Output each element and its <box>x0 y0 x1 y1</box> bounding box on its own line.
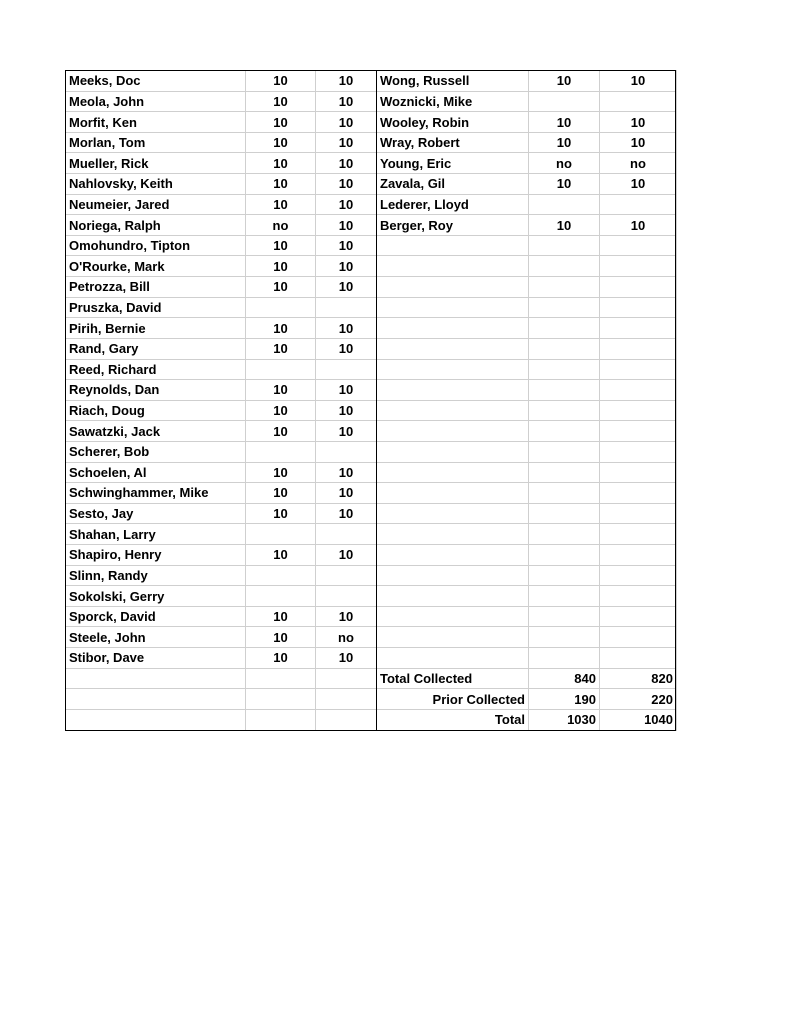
left-value-2-cell: 10 <box>316 606 377 627</box>
left-value-2-cell: 10 <box>316 421 377 442</box>
left-value-2-cell: 10 <box>316 215 377 236</box>
right-name-cell: Wong, Russell <box>377 71 529 92</box>
left-value-1-cell: 10 <box>246 153 316 174</box>
left-name-cell: Morfit, Ken <box>66 112 246 133</box>
right-value-1-cell <box>529 194 600 215</box>
left-value-1-cell: 10 <box>246 132 316 153</box>
table-row <box>66 462 677 483</box>
right-value-2-cell <box>600 194 677 215</box>
collection-table <box>65 70 677 731</box>
left-value-2-cell: 10 <box>316 256 377 277</box>
empty-cell <box>377 606 529 627</box>
table-row <box>66 441 677 462</box>
left-name-cell: Omohundro, Tipton <box>66 235 246 256</box>
total-value-1: 1030 <box>529 709 600 730</box>
left-value-1-cell <box>246 709 316 730</box>
left-value-1-cell: 10 <box>246 421 316 442</box>
right-value-2-cell: 10 <box>600 174 677 195</box>
empty-cell <box>600 462 677 483</box>
empty-cell <box>600 503 677 524</box>
right-value-1-cell: 10 <box>529 132 600 153</box>
right-value-2-cell: 10 <box>600 71 677 92</box>
right-value-2-cell: 10 <box>600 132 677 153</box>
left-name-cell: Scherer, Bob <box>66 441 246 462</box>
left-value-1-cell: 10 <box>246 174 316 195</box>
table-row <box>66 503 677 524</box>
empty-cell <box>600 483 677 504</box>
left-value-2-cell: 10 <box>316 132 377 153</box>
right-value-2-cell: 10 <box>600 112 677 133</box>
empty-cell <box>600 586 677 607</box>
left-value-2-cell: 10 <box>316 174 377 195</box>
empty-cell <box>377 277 529 298</box>
left-value-1-cell <box>246 565 316 586</box>
left-name-cell: Neumeier, Jared <box>66 194 246 215</box>
prior-collected-label: Prior Collected <box>377 689 529 710</box>
right-value-1-cell: 10 <box>529 112 600 133</box>
total-value-2: 1040 <box>600 709 677 730</box>
right-value-1-cell: 10 <box>529 71 600 92</box>
empty-cell <box>529 256 600 277</box>
right-name-cell: Young, Eric <box>377 153 529 174</box>
empty-cell <box>600 297 677 318</box>
table-row <box>66 545 677 566</box>
prior-collected-value-2: 220 <box>600 689 677 710</box>
left-name-cell: Shahan, Larry <box>66 524 246 545</box>
empty-cell <box>600 648 677 669</box>
table-row <box>66 400 677 421</box>
empty-cell <box>529 421 600 442</box>
left-value-2-cell <box>316 689 377 710</box>
left-value-2-cell: 10 <box>316 318 377 339</box>
left-value-1-cell: 10 <box>246 606 316 627</box>
left-value-1-cell: 10 <box>246 380 316 401</box>
empty-cell <box>377 421 529 442</box>
empty-cell <box>377 524 529 545</box>
table-row <box>66 586 677 607</box>
left-name-cell <box>66 689 246 710</box>
left-name-cell: Reynolds, Dan <box>66 380 246 401</box>
table-row <box>66 606 677 627</box>
empty-cell <box>600 524 677 545</box>
left-value-1-cell <box>246 441 316 462</box>
table-row <box>66 215 677 236</box>
empty-cell <box>377 400 529 421</box>
empty-cell <box>600 606 677 627</box>
empty-cell <box>600 400 677 421</box>
table-row <box>66 689 677 710</box>
empty-cell <box>600 277 677 298</box>
empty-cell <box>529 400 600 421</box>
table-row <box>66 71 677 92</box>
left-value-1-cell: 10 <box>246 71 316 92</box>
left-value-2-cell: 10 <box>316 112 377 133</box>
empty-cell <box>600 565 677 586</box>
left-name-cell: Meeks, Doc <box>66 71 246 92</box>
total-collected-value-1: 840 <box>529 668 600 689</box>
left-name-cell: Sawatzki, Jack <box>66 421 246 442</box>
empty-cell <box>600 627 677 648</box>
table-row <box>66 277 677 298</box>
table-row <box>66 565 677 586</box>
right-value-1-cell: no <box>529 153 600 174</box>
empty-cell <box>377 627 529 648</box>
left-value-2-cell: 10 <box>316 462 377 483</box>
left-name-cell: Mueller, Rick <box>66 153 246 174</box>
left-value-1-cell: 10 <box>246 462 316 483</box>
table-row <box>66 524 677 545</box>
empty-cell <box>377 483 529 504</box>
left-value-2-cell <box>316 359 377 380</box>
right-name-cell: Berger, Roy <box>377 215 529 236</box>
empty-cell <box>529 524 600 545</box>
left-value-2-cell: 10 <box>316 545 377 566</box>
left-value-1-cell: 10 <box>246 400 316 421</box>
left-name-cell: Sesto, Jay <box>66 503 246 524</box>
left-name-cell: Pirih, Bernie <box>66 318 246 339</box>
empty-cell <box>529 359 600 380</box>
left-value-2-cell <box>316 668 377 689</box>
left-value-2-cell: 10 <box>316 71 377 92</box>
left-value-1-cell: 10 <box>246 318 316 339</box>
table-row <box>66 318 677 339</box>
table-row <box>66 174 677 195</box>
left-name-cell <box>66 668 246 689</box>
empty-cell <box>377 503 529 524</box>
left-value-1-cell <box>246 586 316 607</box>
empty-cell <box>377 318 529 339</box>
right-value-2-cell: 10 <box>600 215 677 236</box>
left-value-2-cell <box>316 586 377 607</box>
empty-cell <box>529 545 600 566</box>
left-name-cell: Shapiro, Henry <box>66 545 246 566</box>
empty-cell <box>377 297 529 318</box>
table-row <box>66 338 677 359</box>
empty-cell <box>529 483 600 504</box>
left-name-cell: Sokolski, Gerry <box>66 586 246 607</box>
left-value-1-cell <box>246 524 316 545</box>
left-name-cell: Noriega, Ralph <box>66 215 246 236</box>
table-row <box>66 421 677 442</box>
table-row <box>66 648 677 669</box>
table-row <box>66 112 677 133</box>
table-row <box>66 194 677 215</box>
table-row <box>66 709 677 730</box>
empty-cell <box>529 318 600 339</box>
left-value-1-cell: 10 <box>246 545 316 566</box>
total-label: Total <box>377 709 529 730</box>
left-value-2-cell <box>316 524 377 545</box>
left-value-2-cell: 10 <box>316 380 377 401</box>
left-value-2-cell: 10 <box>316 400 377 421</box>
left-value-2-cell <box>316 441 377 462</box>
left-name-cell: O'Rourke, Mark <box>66 256 246 277</box>
empty-cell <box>377 565 529 586</box>
empty-cell <box>377 359 529 380</box>
table-row <box>66 627 677 648</box>
empty-cell <box>377 235 529 256</box>
left-name-cell: Sporck, David <box>66 606 246 627</box>
left-value-1-cell: 10 <box>246 256 316 277</box>
left-value-2-cell <box>316 709 377 730</box>
left-name-cell: Slinn, Randy <box>66 565 246 586</box>
left-value-1-cell: 10 <box>246 277 316 298</box>
left-name-cell: Stibor, Dave <box>66 648 246 669</box>
left-name-cell: Meola, John <box>66 91 246 112</box>
left-value-1-cell: 10 <box>246 338 316 359</box>
left-name-cell: Petrozza, Bill <box>66 277 246 298</box>
right-name-cell: Wooley, Robin <box>377 112 529 133</box>
empty-cell <box>377 441 529 462</box>
empty-cell <box>377 338 529 359</box>
empty-cell <box>600 256 677 277</box>
empty-cell <box>529 586 600 607</box>
empty-cell <box>529 606 600 627</box>
left-value-2-cell <box>316 565 377 586</box>
prior-collected-value-1: 190 <box>529 689 600 710</box>
empty-cell <box>600 359 677 380</box>
right-name-cell: Zavala, Gil <box>377 174 529 195</box>
empty-cell <box>600 338 677 359</box>
left-name-cell: Pruszka, David <box>66 297 246 318</box>
left-value-2-cell: no <box>316 627 377 648</box>
right-name-cell: Lederer, Lloyd <box>377 194 529 215</box>
empty-cell <box>529 235 600 256</box>
left-name-cell: Nahlovsky, Keith <box>66 174 246 195</box>
empty-cell <box>529 503 600 524</box>
empty-cell <box>529 338 600 359</box>
left-value-1-cell <box>246 689 316 710</box>
left-value-1-cell: 10 <box>246 483 316 504</box>
left-value-2-cell: 10 <box>316 91 377 112</box>
left-name-cell: Schwinghammer, Mike <box>66 483 246 504</box>
right-value-2-cell: no <box>600 153 677 174</box>
left-value-2-cell: 10 <box>316 338 377 359</box>
left-value-1-cell <box>246 668 316 689</box>
total-collected-value-2: 820 <box>600 668 677 689</box>
empty-cell <box>377 648 529 669</box>
left-value-1-cell: 10 <box>246 503 316 524</box>
empty-cell <box>377 256 529 277</box>
empty-cell <box>529 380 600 401</box>
left-name-cell: Morlan, Tom <box>66 132 246 153</box>
left-value-2-cell: 10 <box>316 503 377 524</box>
right-value-1-cell <box>529 91 600 112</box>
left-name-cell: Steele, John <box>66 627 246 648</box>
left-value-1-cell <box>246 359 316 380</box>
table-row <box>66 483 677 504</box>
empty-cell <box>377 586 529 607</box>
left-value-2-cell: 10 <box>316 235 377 256</box>
table-row <box>66 256 677 277</box>
empty-cell <box>529 277 600 298</box>
table-row <box>66 668 677 689</box>
empty-cell <box>529 565 600 586</box>
left-name-cell: Schoelen, Al <box>66 462 246 483</box>
left-value-1-cell: 10 <box>246 627 316 648</box>
table-row <box>66 359 677 380</box>
empty-cell <box>600 421 677 442</box>
empty-cell <box>529 441 600 462</box>
right-value-1-cell: 10 <box>529 174 600 195</box>
left-value-1-cell: 10 <box>246 235 316 256</box>
left-value-1-cell <box>246 297 316 318</box>
empty-cell <box>529 297 600 318</box>
left-value-1-cell: 10 <box>246 648 316 669</box>
table-row <box>66 132 677 153</box>
empty-cell <box>529 462 600 483</box>
right-value-1-cell: 10 <box>529 215 600 236</box>
empty-cell <box>600 318 677 339</box>
left-value-2-cell: 10 <box>316 648 377 669</box>
left-value-2-cell: 10 <box>316 153 377 174</box>
empty-cell <box>377 462 529 483</box>
left-value-2-cell <box>316 297 377 318</box>
left-name-cell: Riach, Doug <box>66 400 246 421</box>
left-name-cell: Rand, Gary <box>66 338 246 359</box>
left-name-cell <box>66 709 246 730</box>
left-value-1-cell: 10 <box>246 91 316 112</box>
empty-cell <box>600 441 677 462</box>
empty-cell <box>377 380 529 401</box>
total-collected-label: Total Collected <box>377 668 529 689</box>
right-name-cell: Woznicki, Mike <box>377 91 529 112</box>
left-value-2-cell: 10 <box>316 194 377 215</box>
table-row <box>66 91 677 112</box>
right-name-cell: Wray, Robert <box>377 132 529 153</box>
table-row <box>66 297 677 318</box>
right-value-2-cell <box>600 91 677 112</box>
collection-sheet <box>65 70 677 731</box>
left-name-cell: Reed, Richard <box>66 359 246 380</box>
table-row <box>66 380 677 401</box>
empty-cell <box>600 380 677 401</box>
left-value-2-cell: 10 <box>316 483 377 504</box>
left-value-1-cell: no <box>246 215 316 236</box>
empty-cell <box>529 627 600 648</box>
table-row <box>66 153 677 174</box>
empty-cell <box>600 235 677 256</box>
left-value-2-cell: 10 <box>316 277 377 298</box>
empty-cell <box>377 545 529 566</box>
left-value-1-cell: 10 <box>246 194 316 215</box>
left-value-1-cell: 10 <box>246 112 316 133</box>
table-row <box>66 235 677 256</box>
empty-cell <box>600 545 677 566</box>
empty-cell <box>529 648 600 669</box>
